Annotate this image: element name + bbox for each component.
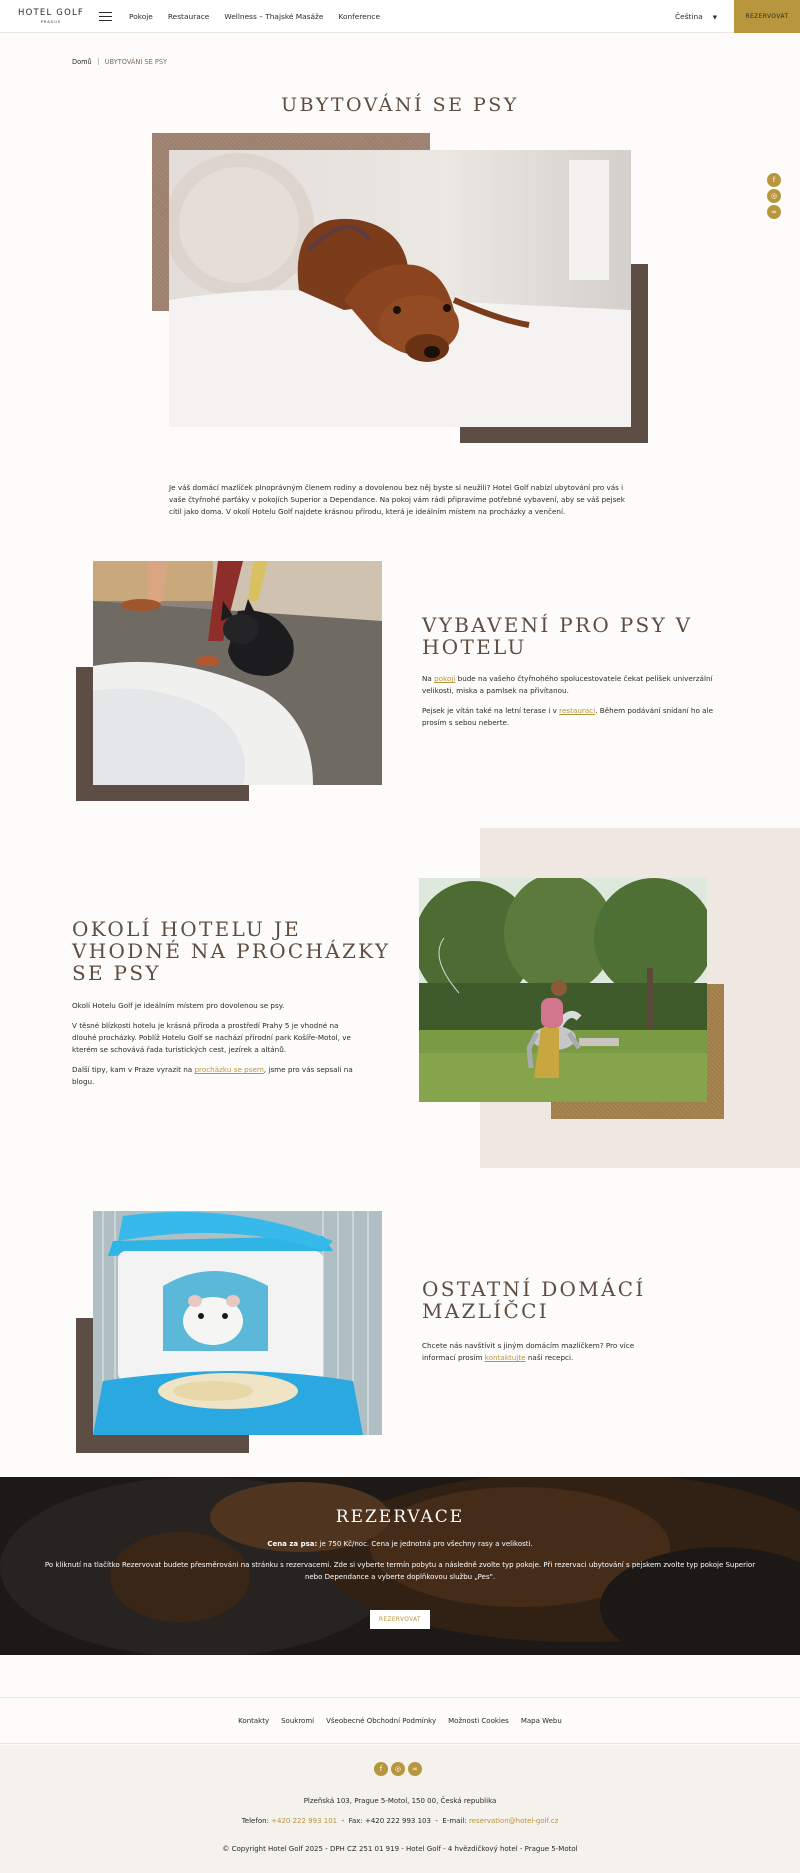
tripadvisor-icon[interactable]: ∞ xyxy=(767,205,781,219)
language-label: Čeština xyxy=(675,12,703,21)
footer-address: Plzeňská 103, Prague 5-Motol, 150 00, Česká republika xyxy=(303,1797,497,1805)
facebook-icon[interactable]: f xyxy=(767,173,781,187)
chevron-down-icon: ▼ xyxy=(712,15,717,21)
logo-sub-text: PRAGUE xyxy=(40,20,62,24)
breadcrumb-current: UBYTOVÁNÍ SE PSY xyxy=(104,58,168,66)
nav-item-wellness[interactable]: Wellness – Thajské Masáže xyxy=(224,12,324,21)
nav-item-restaurant[interactable]: Restaurace xyxy=(167,12,210,21)
reservation-price: Cena za psa: je 750 Kč/noc. Cena je jednotná pro všechny rasy a velikosti. xyxy=(267,1540,533,1548)
surroundings-p1: Okolí Hotelu Golf je ideálním místem pro dovolenou se psy. xyxy=(72,1001,285,1010)
reservation-reserve-button[interactable]: REZERVOVAT xyxy=(370,1610,430,1629)
hamster-photo xyxy=(93,1211,382,1435)
reservation-text xyxy=(40,1538,760,1583)
facebook-icon[interactable]: f xyxy=(374,1762,388,1776)
equipment-p1: Na pokoji bude na vašeho čtyřnohého spolucestovatele čekat pelíšek univerzální velikosti, miska a pamlsek na přivítanou. xyxy=(422,674,713,695)
rooms-link[interactable]: pokoji xyxy=(434,674,456,683)
surroundings-p2: V těsné blízkosti hotelu je krásná příroda a prostředí Prahy 5 je vhodné na dlouhé procházky. Poblíž Hotelu Golf se nachází přírodní park Košíře-Motol, ve kterém se schovává řada turistických cest, jezírek a altánů. xyxy=(72,1021,351,1054)
equipment-text xyxy=(422,673,732,737)
pets-p1: Chcete nás navštívit s jiným domácím mazlíčkem? Pro více informací prosím kontaktujte naši recepci. xyxy=(422,1341,635,1362)
pets-text xyxy=(422,1340,662,1372)
header-reserve-button[interactable]: REZERVOVAT xyxy=(734,0,800,33)
logo-main-text: HOTEL GOLF xyxy=(18,8,84,18)
equipment-p2: Pejsek je vítán také na letní terase i v restauraci. Během podávání snídaní ho ale prosím s sebou neberte. xyxy=(422,706,713,727)
footer-copyright: © Copyright Hotel Golf 2025 - DPH CZ 251 01 919 - Hotel Golf - 4 hvězdičkový hotel - Prague 5-Motol xyxy=(222,1845,578,1853)
breadcrumb-home[interactable]: Domů xyxy=(72,58,92,66)
footer-links xyxy=(0,1697,800,1744)
surroundings-text xyxy=(72,1000,362,1096)
footer-link-terms[interactable]: Všeobecné Obchodní Podmínky xyxy=(326,1716,437,1725)
fax-number: +420 222 993 103 xyxy=(364,1817,431,1825)
footer-contacts: Telefon: +420 222 993 101 - Fax: +420 222 993 103 - E-mail: reservation@hotel-golf.cz xyxy=(241,1817,559,1825)
reservation-section xyxy=(0,1477,800,1655)
footer-link-sitemap[interactable]: Mapa Webu xyxy=(520,1716,562,1725)
language-select[interactable] xyxy=(675,12,717,21)
surroundings-title: OKOLÍ HOTELU JE VHODNÉ NA PROCHÁZKY SE PSY xyxy=(72,917,391,985)
hotel-logo[interactable] xyxy=(18,8,84,24)
instagram-icon[interactable]: ◎ xyxy=(391,1762,405,1776)
hero-dog-photo xyxy=(169,150,631,427)
footer-link-cookies[interactable]: Možnosti Cookies xyxy=(448,1716,509,1725)
tripadvisor-icon[interactable]: ∞ xyxy=(408,1762,422,1776)
footer-bottom xyxy=(0,1745,800,1873)
side-social xyxy=(767,173,781,221)
nav-item-conference[interactable]: Konference xyxy=(338,12,381,21)
pets-title: OSTATNÍ DOMÁCÍ MAZLÍČCI xyxy=(422,1277,646,1323)
footer-link-contacts[interactable]: Kontakty xyxy=(238,1716,270,1725)
reservation-info: Po kliknutí na tlačítko Rezervovat budete přesměrováni na stránku s rezervacemi. Zde si vyberte termín pobytu a následně zvolte typ pokoje. Při rezervaci ubytování s pejskem zvolte typ pokoje Superior nebo Dependance a vyberte doplňkovou službu „Pes". xyxy=(44,1561,756,1581)
instagram-icon[interactable]: ◎ xyxy=(767,189,781,203)
menu-icon[interactable] xyxy=(99,12,112,21)
equipment-title: VYBAVENÍ PRO PSY V HOTELU xyxy=(422,613,693,659)
nav-item-rooms[interactable]: Pokoje xyxy=(129,12,153,21)
phone-link[interactable]: +420 222 993 101 xyxy=(271,1817,338,1825)
footer-link-privacy[interactable]: Soukromí xyxy=(281,1716,315,1725)
intro-text xyxy=(169,482,631,526)
main-nav xyxy=(129,12,380,21)
footer-social xyxy=(374,1762,422,1776)
intro-paragraph: Je váš domácí mazlíček plnoprávným členem rodiny a dovolenou bez něj byste si neužili? Hotel Golf nabízí ubytování pro vás i vaše čtyřnohé parťáky v pokojích Superior a Dependance. Na pokoj vám rádi připravíme potřebné vybavení, aby se váš pejsek cítil jako doma. V okolí Hotelu Golf najdete krásnou přírodu, která je ideálním místem na procházky a venčení. xyxy=(169,483,625,516)
breadcrumb xyxy=(72,58,167,66)
surroundings-p3: Další tipy, kam v Praze vyrazit na procházku se psem, jsme pro vás sepsali na blogu. xyxy=(72,1065,353,1086)
contact-link[interactable]: kontaktujte xyxy=(484,1353,526,1362)
restaurant-link[interactable]: restauraci xyxy=(559,706,596,715)
email-link[interactable]: reservation@hotel-golf.cz xyxy=(468,1817,559,1825)
site-header xyxy=(0,0,800,33)
bulldog-photo xyxy=(93,561,382,785)
reservation-title: REZERVACE xyxy=(335,1507,465,1527)
park-dog-photo xyxy=(419,878,707,1102)
walk-blog-link[interactable]: procházku se psem xyxy=(194,1065,264,1074)
page-title: UBYTOVÁNÍ SE PSY xyxy=(281,94,519,116)
